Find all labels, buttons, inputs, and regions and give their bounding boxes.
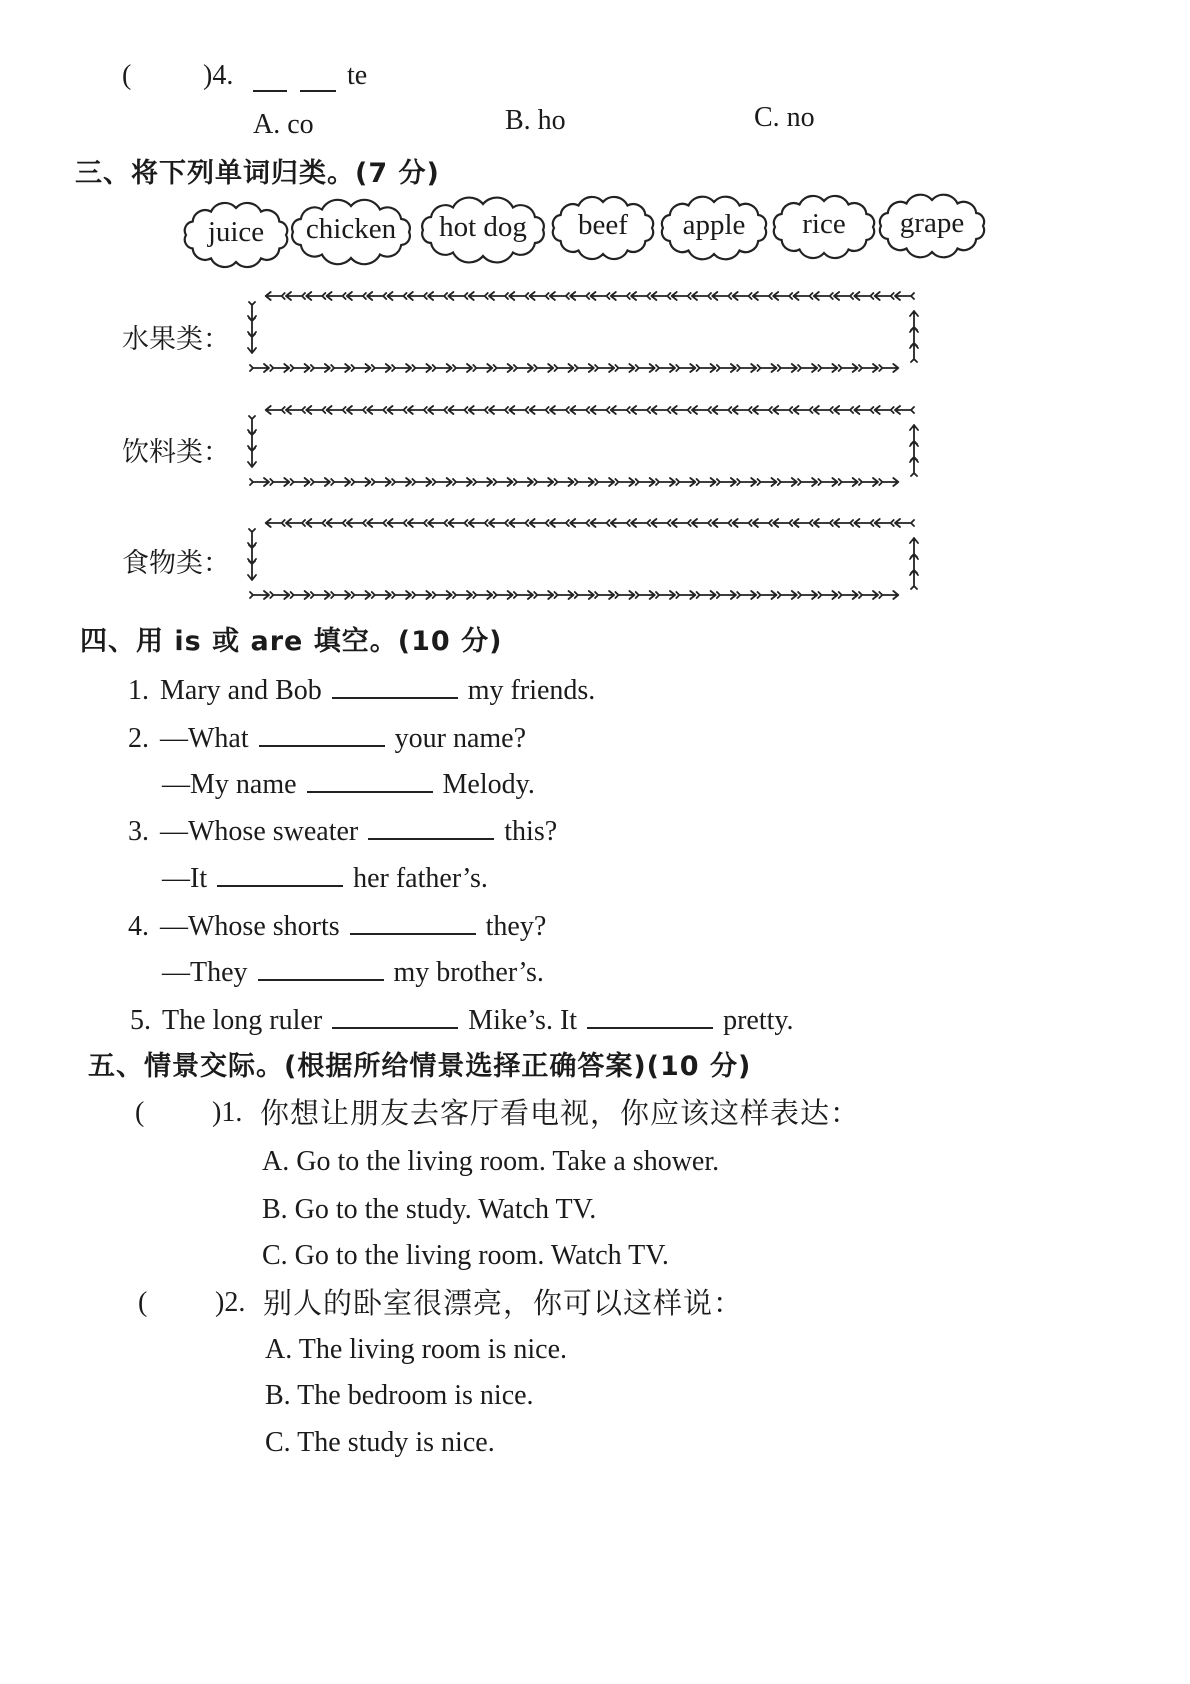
question-prompt: 你想让朋友去客厅看电视，你应该这样表达：: [260, 1096, 861, 1130]
word-cloud-juice: [181, 203, 291, 267]
word-cloud-chicken: [288, 201, 414, 263]
option-b: B. Go to the study. Watch TV.: [262, 1194, 597, 1225]
category-label-drink: 饮料类：: [122, 437, 230, 468]
section4-heading: 四、用 is 或 are 填空。(10 分): [80, 626, 503, 657]
arrow-border: [248, 406, 918, 486]
answer-blank: [259, 721, 385, 747]
fill-item-2-question: [128, 721, 526, 756]
arrow-border-drink-box: [243, 401, 923, 491]
answer-paren-open: (: [122, 60, 132, 91]
answer-paren-open: (: [138, 1287, 148, 1318]
answer-blank: [307, 767, 433, 793]
cloud-word: rice: [802, 208, 846, 240]
word-cloud-hot-dog: [418, 199, 548, 261]
item-text: they?: [485, 911, 547, 942]
answer-blank: [258, 955, 384, 981]
cloud-word: beef: [578, 209, 628, 241]
question-number: )4.: [203, 60, 234, 91]
answer-blank: [217, 861, 343, 887]
item-text: my friends.: [467, 675, 596, 706]
arrow-border-food-box: [243, 514, 923, 604]
item-text: Mike’s. It: [468, 1005, 578, 1036]
word-cloud-apple: [658, 197, 770, 259]
answer-blank: [587, 1003, 713, 1029]
option-a: A. co: [253, 109, 314, 140]
fill-item-5: [130, 1003, 794, 1038]
answer-blank: [368, 814, 494, 840]
item-text: pretty.: [723, 1005, 794, 1036]
arrow-border-fruit-box: [243, 287, 923, 377]
item-text: —They: [162, 957, 248, 988]
item-text: —My name: [162, 769, 297, 800]
option-a: A. The living room is nice.: [265, 1334, 567, 1365]
item-text: —What: [160, 723, 249, 754]
question-number: )1.: [212, 1097, 243, 1128]
item-text: —Whose shorts: [160, 911, 340, 942]
word-cloud-grape: [876, 195, 988, 257]
question-number: )2.: [215, 1287, 246, 1318]
option-c: C. The study is nice.: [265, 1427, 495, 1458]
item-number: 5.: [130, 1005, 151, 1036]
item-text: her father’s.: [353, 863, 488, 894]
answer-blank: [332, 673, 458, 699]
option-b: B. ho: [505, 105, 566, 136]
item-number: 1.: [128, 675, 149, 706]
arrow-border: [248, 519, 918, 599]
category-label-food: 食物类：: [122, 548, 230, 579]
fill-item-2-answer: [162, 767, 535, 802]
letter-blank: [253, 90, 287, 92]
word-cloud-beef: [549, 197, 657, 259]
cloud-word: hot dog: [439, 211, 527, 243]
option-c: C. Go to the living room. Watch TV.: [262, 1240, 669, 1271]
fill-item-1: [128, 673, 595, 708]
answer-paren-open: (: [135, 1097, 145, 1128]
fill-item-4-question: [128, 909, 546, 944]
answer-blank: [332, 1003, 458, 1029]
option-c: C. no: [754, 102, 815, 133]
arrow-border: [248, 292, 918, 372]
item-text: —Whose sweater: [160, 816, 359, 847]
cloud-word: chicken: [305, 213, 397, 245]
option-a: A. Go to the living room. Take a shower.: [262, 1146, 720, 1177]
item-number: 4.: [128, 911, 149, 942]
answer-blank: [350, 909, 476, 935]
cloud-word: grape: [899, 207, 965, 239]
item-text: The long ruler: [162, 1005, 323, 1036]
item-text: Mary and Bob: [160, 675, 322, 706]
cloud-word: apple: [682, 209, 746, 241]
item-text: this?: [504, 816, 558, 847]
word-suffix: te: [347, 60, 368, 91]
option-b: B. The bedroom is nice.: [265, 1380, 534, 1411]
category-label-fruit: 水果类：: [122, 324, 230, 355]
section5-heading: 五、情景交际。(根据所给情景选择正确答案)(10 分): [88, 1051, 752, 1082]
letter-blank: [300, 90, 336, 92]
section3-heading: 三、将下列单词归类。(7 分): [75, 158, 440, 189]
item-number: 2.: [128, 723, 149, 754]
question-prompt: 别人的卧室很漂亮，你可以这样说：: [263, 1286, 744, 1320]
item-text: Melody.: [442, 769, 535, 800]
item-text: your name?: [394, 723, 527, 754]
fill-item-4-answer: [162, 955, 544, 990]
fill-item-3-question: [128, 814, 557, 849]
item-text: —It: [162, 863, 208, 894]
fill-item-3-answer: [162, 861, 488, 896]
item-number: 3.: [128, 816, 149, 847]
item-text: my brother’s.: [393, 957, 544, 988]
word-cloud-rice: [770, 196, 878, 258]
cloud-word: juice: [207, 216, 265, 248]
